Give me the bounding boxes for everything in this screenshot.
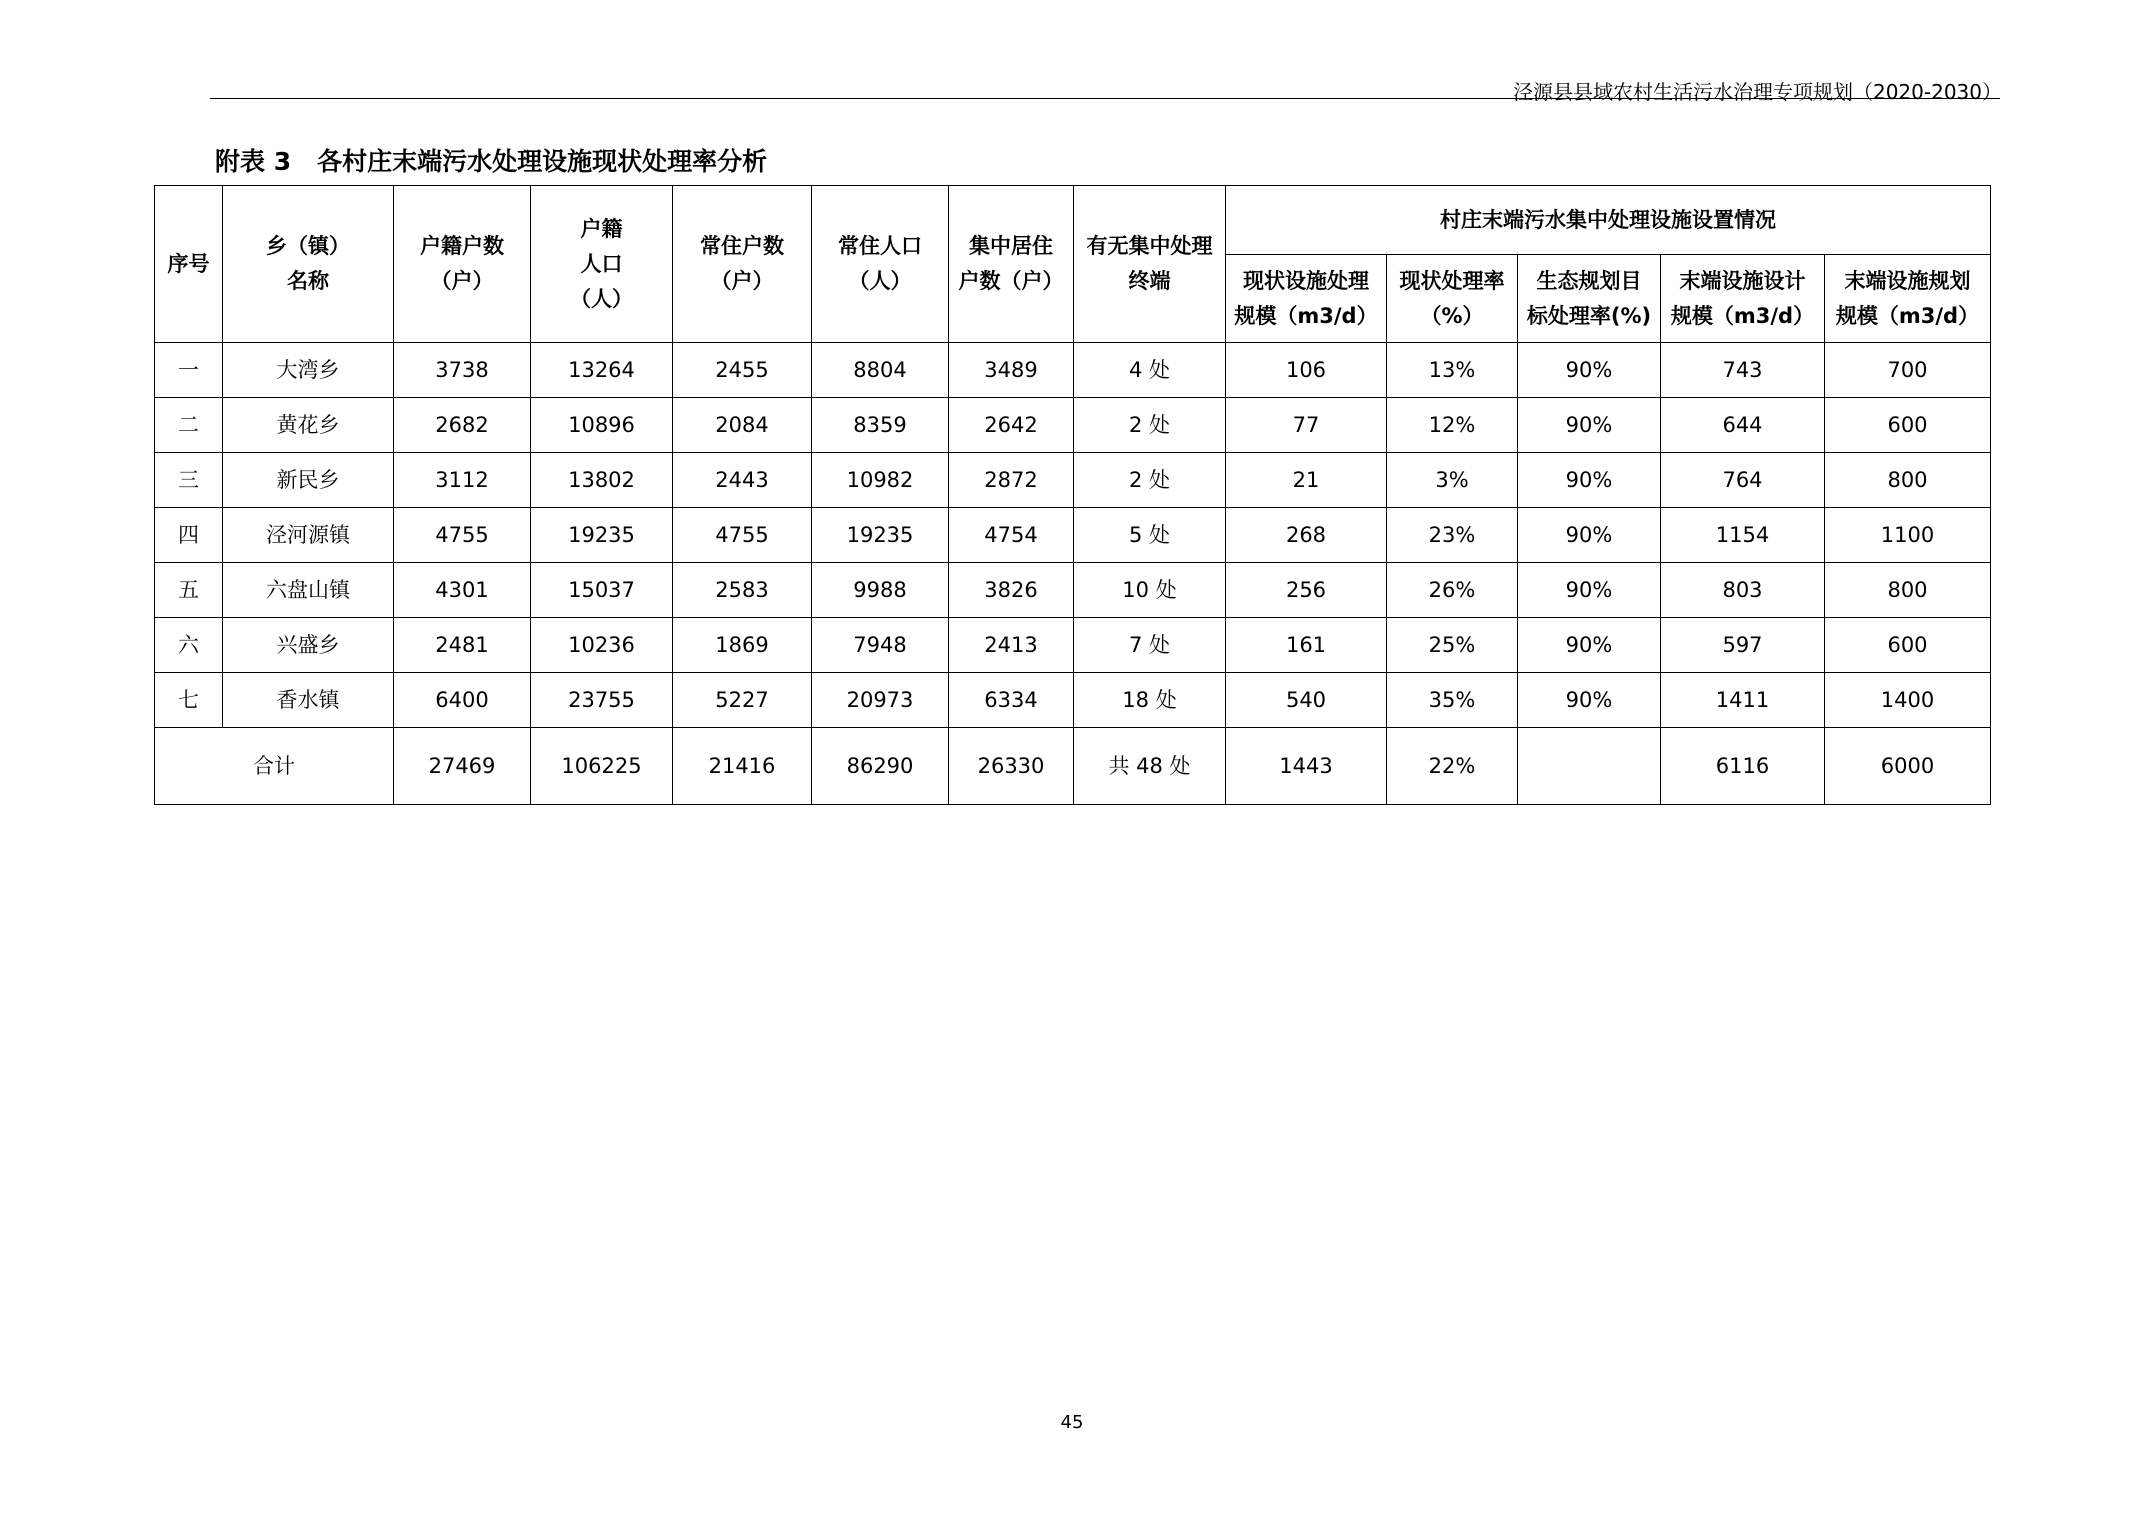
col-header-registered-households: 户籍户数 （户）: [394, 186, 531, 343]
table-cell: 6334: [949, 673, 1074, 728]
table-cell: 13264: [531, 343, 673, 398]
col-header-planned-scale: 末端设施规划 规模（m3/d）: [1825, 255, 1991, 343]
table-cell: 1869: [673, 618, 812, 673]
page-number: 45: [1060, 1412, 1084, 1433]
table-cell: 2 处: [1074, 453, 1226, 508]
table-cell: 6400: [394, 673, 531, 728]
total-cell: 共 48 处: [1074, 728, 1226, 805]
table-cell: 90%: [1518, 563, 1661, 618]
col-header-design-scale: 末端设施设计 规模（m3/d）: [1661, 255, 1825, 343]
table-row: [155, 398, 1991, 453]
table-cell: 10982: [812, 453, 949, 508]
table-cell: 597: [1661, 618, 1825, 673]
table-cell: 106: [1226, 343, 1387, 398]
col-header-current-rate: 现状处理率 （%）: [1387, 255, 1518, 343]
col-header-target-rate: 生态规划目 标处理率(%): [1518, 255, 1661, 343]
table-cell: 600: [1825, 618, 1991, 673]
table-cell: 3826: [949, 563, 1074, 618]
table-cell: 3738: [394, 343, 531, 398]
table-cell: 7 处: [1074, 618, 1226, 673]
table-cell: 800: [1825, 563, 1991, 618]
header-divider: [210, 98, 2000, 99]
table-cell: 六: [155, 618, 223, 673]
table-cell: 1154: [1661, 508, 1825, 563]
table-cell: 20973: [812, 673, 949, 728]
col-header-township: 乡（镇） 名称: [223, 186, 394, 343]
table-cell: 18 处: [1074, 673, 1226, 728]
table-cell: 23755: [531, 673, 673, 728]
table-cell: 9988: [812, 563, 949, 618]
table-title: [215, 142, 767, 178]
table-cell: 四: [155, 508, 223, 563]
table-cell: 1411: [1661, 673, 1825, 728]
table-cell: 2443: [673, 453, 812, 508]
table-cell: 743: [1661, 343, 1825, 398]
table-cell: 2 处: [1074, 398, 1226, 453]
table-cell: 12%: [1387, 398, 1518, 453]
running-header: 泾源县县域农村生活污水治理专项规划（2020-2030）: [1512, 80, 2002, 104]
table-cell: 23%: [1387, 508, 1518, 563]
table-cell: 三: [155, 453, 223, 508]
col-header-resident-population: 常住人口 （人）: [812, 186, 949, 343]
col-header-resident-households: 常住户数 （户）: [673, 186, 812, 343]
table-row: [155, 508, 1991, 563]
table-cell: 10896: [531, 398, 673, 453]
table-cell: 2642: [949, 398, 1074, 453]
table-cell: 2682: [394, 398, 531, 453]
table-cell: 2872: [949, 453, 1074, 508]
table-cell: 六盘山镇: [223, 563, 394, 618]
total-cell: 1443: [1226, 728, 1387, 805]
table-cell: 2084: [673, 398, 812, 453]
table-cell: 2481: [394, 618, 531, 673]
table-cell: 600: [1825, 398, 1991, 453]
table-cell: 5 处: [1074, 508, 1226, 563]
table-cell: 5227: [673, 673, 812, 728]
table-title-text: 各村庄末端污水处理设施现状处理率分析: [317, 147, 768, 176]
table-cell: 90%: [1518, 453, 1661, 508]
table-cell: 黄花乡: [223, 398, 394, 453]
table-cell: 800: [1825, 453, 1991, 508]
total-cell: 27469: [394, 728, 531, 805]
table-cell: 764: [1661, 453, 1825, 508]
table-cell: 3112: [394, 453, 531, 508]
table-cell: 268: [1226, 508, 1387, 563]
table-cell: 700: [1825, 343, 1991, 398]
table-cell: 1100: [1825, 508, 1991, 563]
table-cell: 19235: [812, 508, 949, 563]
table-title-label: 附表 3: [215, 147, 292, 176]
total-cell: 6000: [1825, 728, 1991, 805]
total-cell: 26330: [949, 728, 1074, 805]
table-cell: 644: [1661, 398, 1825, 453]
table-cell: 19235: [531, 508, 673, 563]
col-header-group-facilities: 村庄末端污水集中处理设施设置情况: [1226, 186, 1991, 255]
table-cell: 4301: [394, 563, 531, 618]
table-cell: 大湾乡: [223, 343, 394, 398]
col-header-concentrated-households: 集中居住 户数（户）: [949, 186, 1074, 343]
table-cell: 803: [1661, 563, 1825, 618]
table-cell: 7948: [812, 618, 949, 673]
table-cell: 90%: [1518, 618, 1661, 673]
table-cell: 256: [1226, 563, 1387, 618]
table-cell: 七: [155, 673, 223, 728]
table-cell: 2413: [949, 618, 1074, 673]
treatment-rate-table: [154, 185, 1991, 805]
table-cell: 540: [1226, 673, 1387, 728]
table-cell: 3%: [1387, 453, 1518, 508]
table-cell: 兴盛乡: [223, 618, 394, 673]
col-header-index: 序号: [155, 186, 223, 343]
table-cell: 77: [1226, 398, 1387, 453]
table-row: [155, 618, 1991, 673]
table-cell: 21: [1226, 453, 1387, 508]
table-cell: 35%: [1387, 673, 1518, 728]
table-cell: 13802: [531, 453, 673, 508]
table-cell: 4755: [394, 508, 531, 563]
table-row: [155, 453, 1991, 508]
table-cell: 新民乡: [223, 453, 394, 508]
table-cell: 一: [155, 343, 223, 398]
total-row: [155, 728, 1991, 805]
table-cell: 3489: [949, 343, 1074, 398]
table-cell: 15037: [531, 563, 673, 618]
total-cell: 86290: [812, 728, 949, 805]
col-header-registered-population: 户籍 人口 （人）: [531, 186, 673, 343]
table-cell: 香水镇: [223, 673, 394, 728]
total-cell: 22%: [1387, 728, 1518, 805]
table-cell: 90%: [1518, 398, 1661, 453]
table-cell: 10236: [531, 618, 673, 673]
table-cell: 五: [155, 563, 223, 618]
table-cell: 4755: [673, 508, 812, 563]
total-cell: [1518, 728, 1661, 805]
table-cell: 10 处: [1074, 563, 1226, 618]
table-row: [155, 343, 1991, 398]
table-row: [155, 563, 1991, 618]
table-cell: 13%: [1387, 343, 1518, 398]
table-cell: 泾河源镇: [223, 508, 394, 563]
table-cell: 25%: [1387, 618, 1518, 673]
table-cell: 161: [1226, 618, 1387, 673]
table-cell: 二: [155, 398, 223, 453]
total-cell: 106225: [531, 728, 673, 805]
table-cell: 90%: [1518, 673, 1661, 728]
col-header-current-scale: 现状设施处理 规模（m3/d）: [1226, 255, 1387, 343]
table-cell: 1400: [1825, 673, 1991, 728]
table-cell: 26%: [1387, 563, 1518, 618]
table-cell: 2455: [673, 343, 812, 398]
col-header-has-terminal: 有无集中处理 终端: [1074, 186, 1226, 343]
table-cell: 2583: [673, 563, 812, 618]
table-cell: 90%: [1518, 508, 1661, 563]
table-cell: 8804: [812, 343, 949, 398]
total-label: 合计: [155, 728, 394, 805]
table-cell: 4754: [949, 508, 1074, 563]
table-cell: 90%: [1518, 343, 1661, 398]
table-cell: 4 处: [1074, 343, 1226, 398]
table-cell: 8359: [812, 398, 949, 453]
total-cell: 6116: [1661, 728, 1825, 805]
total-cell: 21416: [673, 728, 812, 805]
table-row: [155, 673, 1991, 728]
